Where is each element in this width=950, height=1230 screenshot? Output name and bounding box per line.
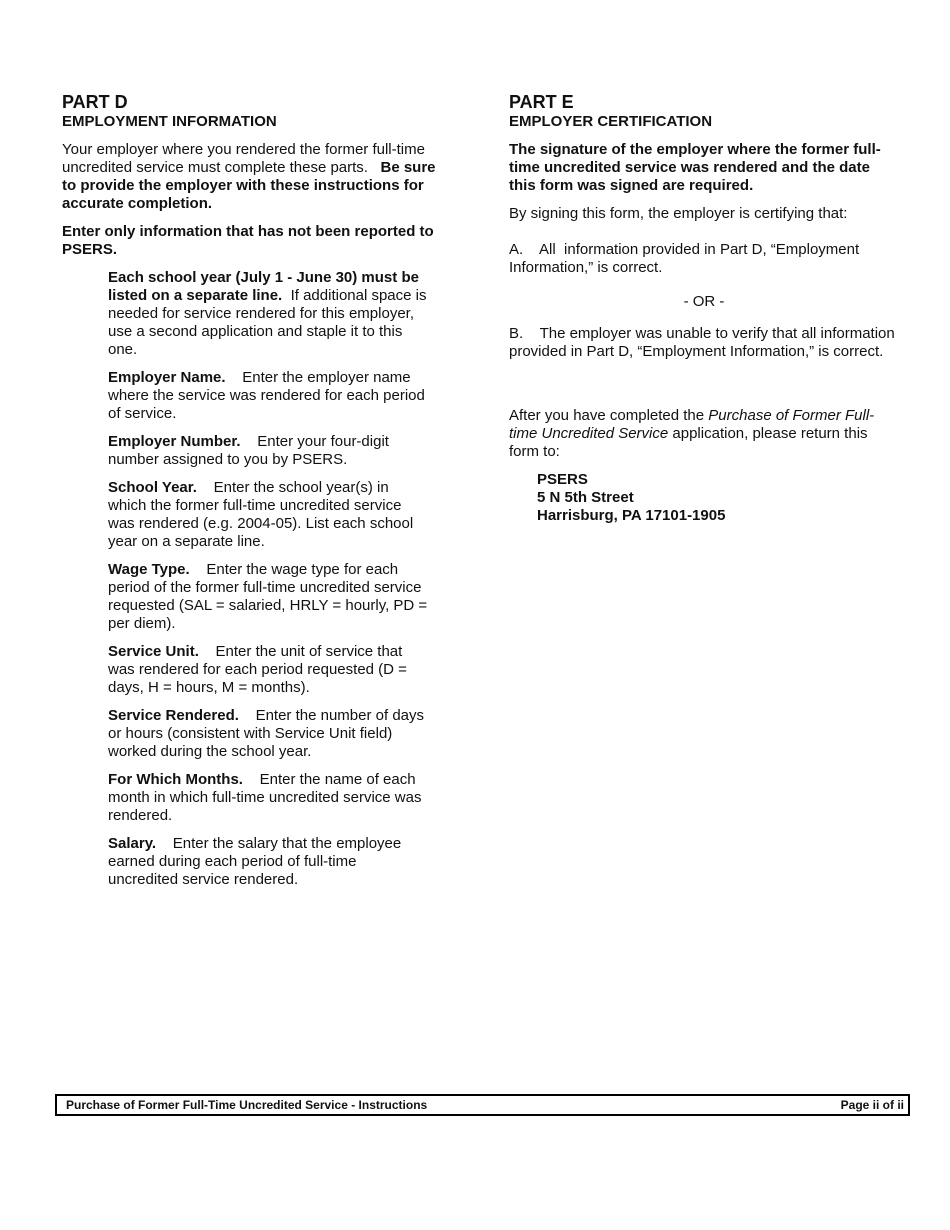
list-item bbox=[108, 479, 430, 551]
item-title: Employer Name. bbox=[108, 369, 226, 386]
footer-page-number: Page ii of ii bbox=[840, 1098, 904, 1112]
list-item bbox=[108, 369, 430, 423]
page-footer bbox=[55, 1094, 910, 1116]
address-line: 5 N 5th Street bbox=[537, 489, 634, 506]
item-title: Salary. bbox=[108, 835, 157, 852]
part-d-field-instructions bbox=[108, 269, 430, 889]
school-year-line-bold: Each school year (July 1 - June 30) must be listed on a separate line. bbox=[108, 269, 419, 304]
or-divider: - OR - bbox=[683, 293, 725, 310]
part-e-subtitle: EMPLOYER CERTIFICATION bbox=[509, 113, 713, 130]
item-title: Employer Number. bbox=[108, 433, 241, 450]
part-d-subtitle: EMPLOYMENT INFORMATION bbox=[62, 113, 277, 130]
option-a: A. All information provided in Part D, “Employment Information,” is correct. bbox=[509, 241, 864, 276]
option-b: B. The employer was unable to verify that all information provided in Part D, “Employment Information,” is correct. bbox=[509, 325, 899, 360]
return-form-name: Purchase of Former Full-time Uncredited Service bbox=[509, 407, 875, 442]
return-instructions bbox=[509, 407, 899, 461]
school-year-line-note bbox=[108, 269, 430, 359]
school-year-line-text: If additional space is needed for service rendered for this employer, use a second application and staple it to this one. bbox=[108, 287, 427, 358]
part-d-enter-only: Enter only information that has not been reported to PSERS. bbox=[62, 223, 434, 258]
certifying-statement: By signing this form, the employer is certifying that: bbox=[509, 205, 848, 222]
item-title: Service Unit. bbox=[108, 643, 199, 660]
item-text: Enter the salary that the employee earned during each period of full-time uncredited service rendered. bbox=[108, 835, 402, 888]
address-line: Harrisburg, PA 17101-1905 bbox=[537, 507, 726, 524]
item-text: Enter the unit of service that was rendered for each period requested (D = days, H = hours, M = months). bbox=[108, 643, 407, 696]
part-d-intro-text: Your employer where you rendered the former full-time uncredited service must complete these parts. bbox=[62, 141, 425, 176]
signature-required-note: The signature of the employer where the former full-time uncredited service was rendered and the date this form was signed are required. bbox=[509, 141, 881, 194]
item-text: Enter the wage type for each period of the former full-time uncredited service requested (SAL = salaried, HRLY = hourly, PD = per diem). bbox=[108, 561, 428, 632]
part-d-intro-bold: Be sure to provide the employer with these instructions for accurate completion. bbox=[62, 159, 436, 212]
list-item bbox=[108, 433, 430, 469]
item-text: Enter the school year(s) in which the former full-time uncredited service was rendered (e.g. 2004-05). List each school year on a separate line. bbox=[108, 479, 414, 550]
list-item bbox=[108, 643, 430, 697]
part-d-intro bbox=[62, 141, 452, 213]
part-d-title: PART D bbox=[62, 92, 128, 112]
list-item bbox=[108, 835, 430, 889]
list-item bbox=[108, 561, 430, 633]
return-pre: After you have completed the bbox=[509, 407, 705, 424]
item-title: For Which Months. bbox=[108, 771, 243, 788]
address-line: PSERS bbox=[537, 471, 588, 488]
item-title: Service Rendered. bbox=[108, 707, 239, 724]
return-post: application, please return this form to: bbox=[509, 425, 868, 460]
list-item bbox=[108, 707, 430, 761]
part-e-title: PART E bbox=[509, 92, 574, 112]
item-text: Enter the name of each month in which full-time uncredited service was rendered. bbox=[108, 771, 422, 824]
footer-document-title: Purchase of Former Full-Time Uncredited Service - Instructions bbox=[66, 1098, 428, 1112]
mailing-address bbox=[537, 471, 899, 525]
item-text: Enter your four-digit number assigned to you by PSERS. bbox=[108, 433, 389, 468]
part-d-column bbox=[62, 92, 452, 899]
part-e-column bbox=[509, 92, 899, 525]
item-text: Enter the employer name where the service was rendered for each period of service. bbox=[108, 369, 425, 422]
item-title: School Year. bbox=[108, 479, 197, 496]
item-title: Wage Type. bbox=[108, 561, 190, 578]
list-item bbox=[108, 771, 430, 825]
item-text: Enter the number of days or hours (consistent with Service Unit field) worked during the school year. bbox=[108, 707, 425, 760]
